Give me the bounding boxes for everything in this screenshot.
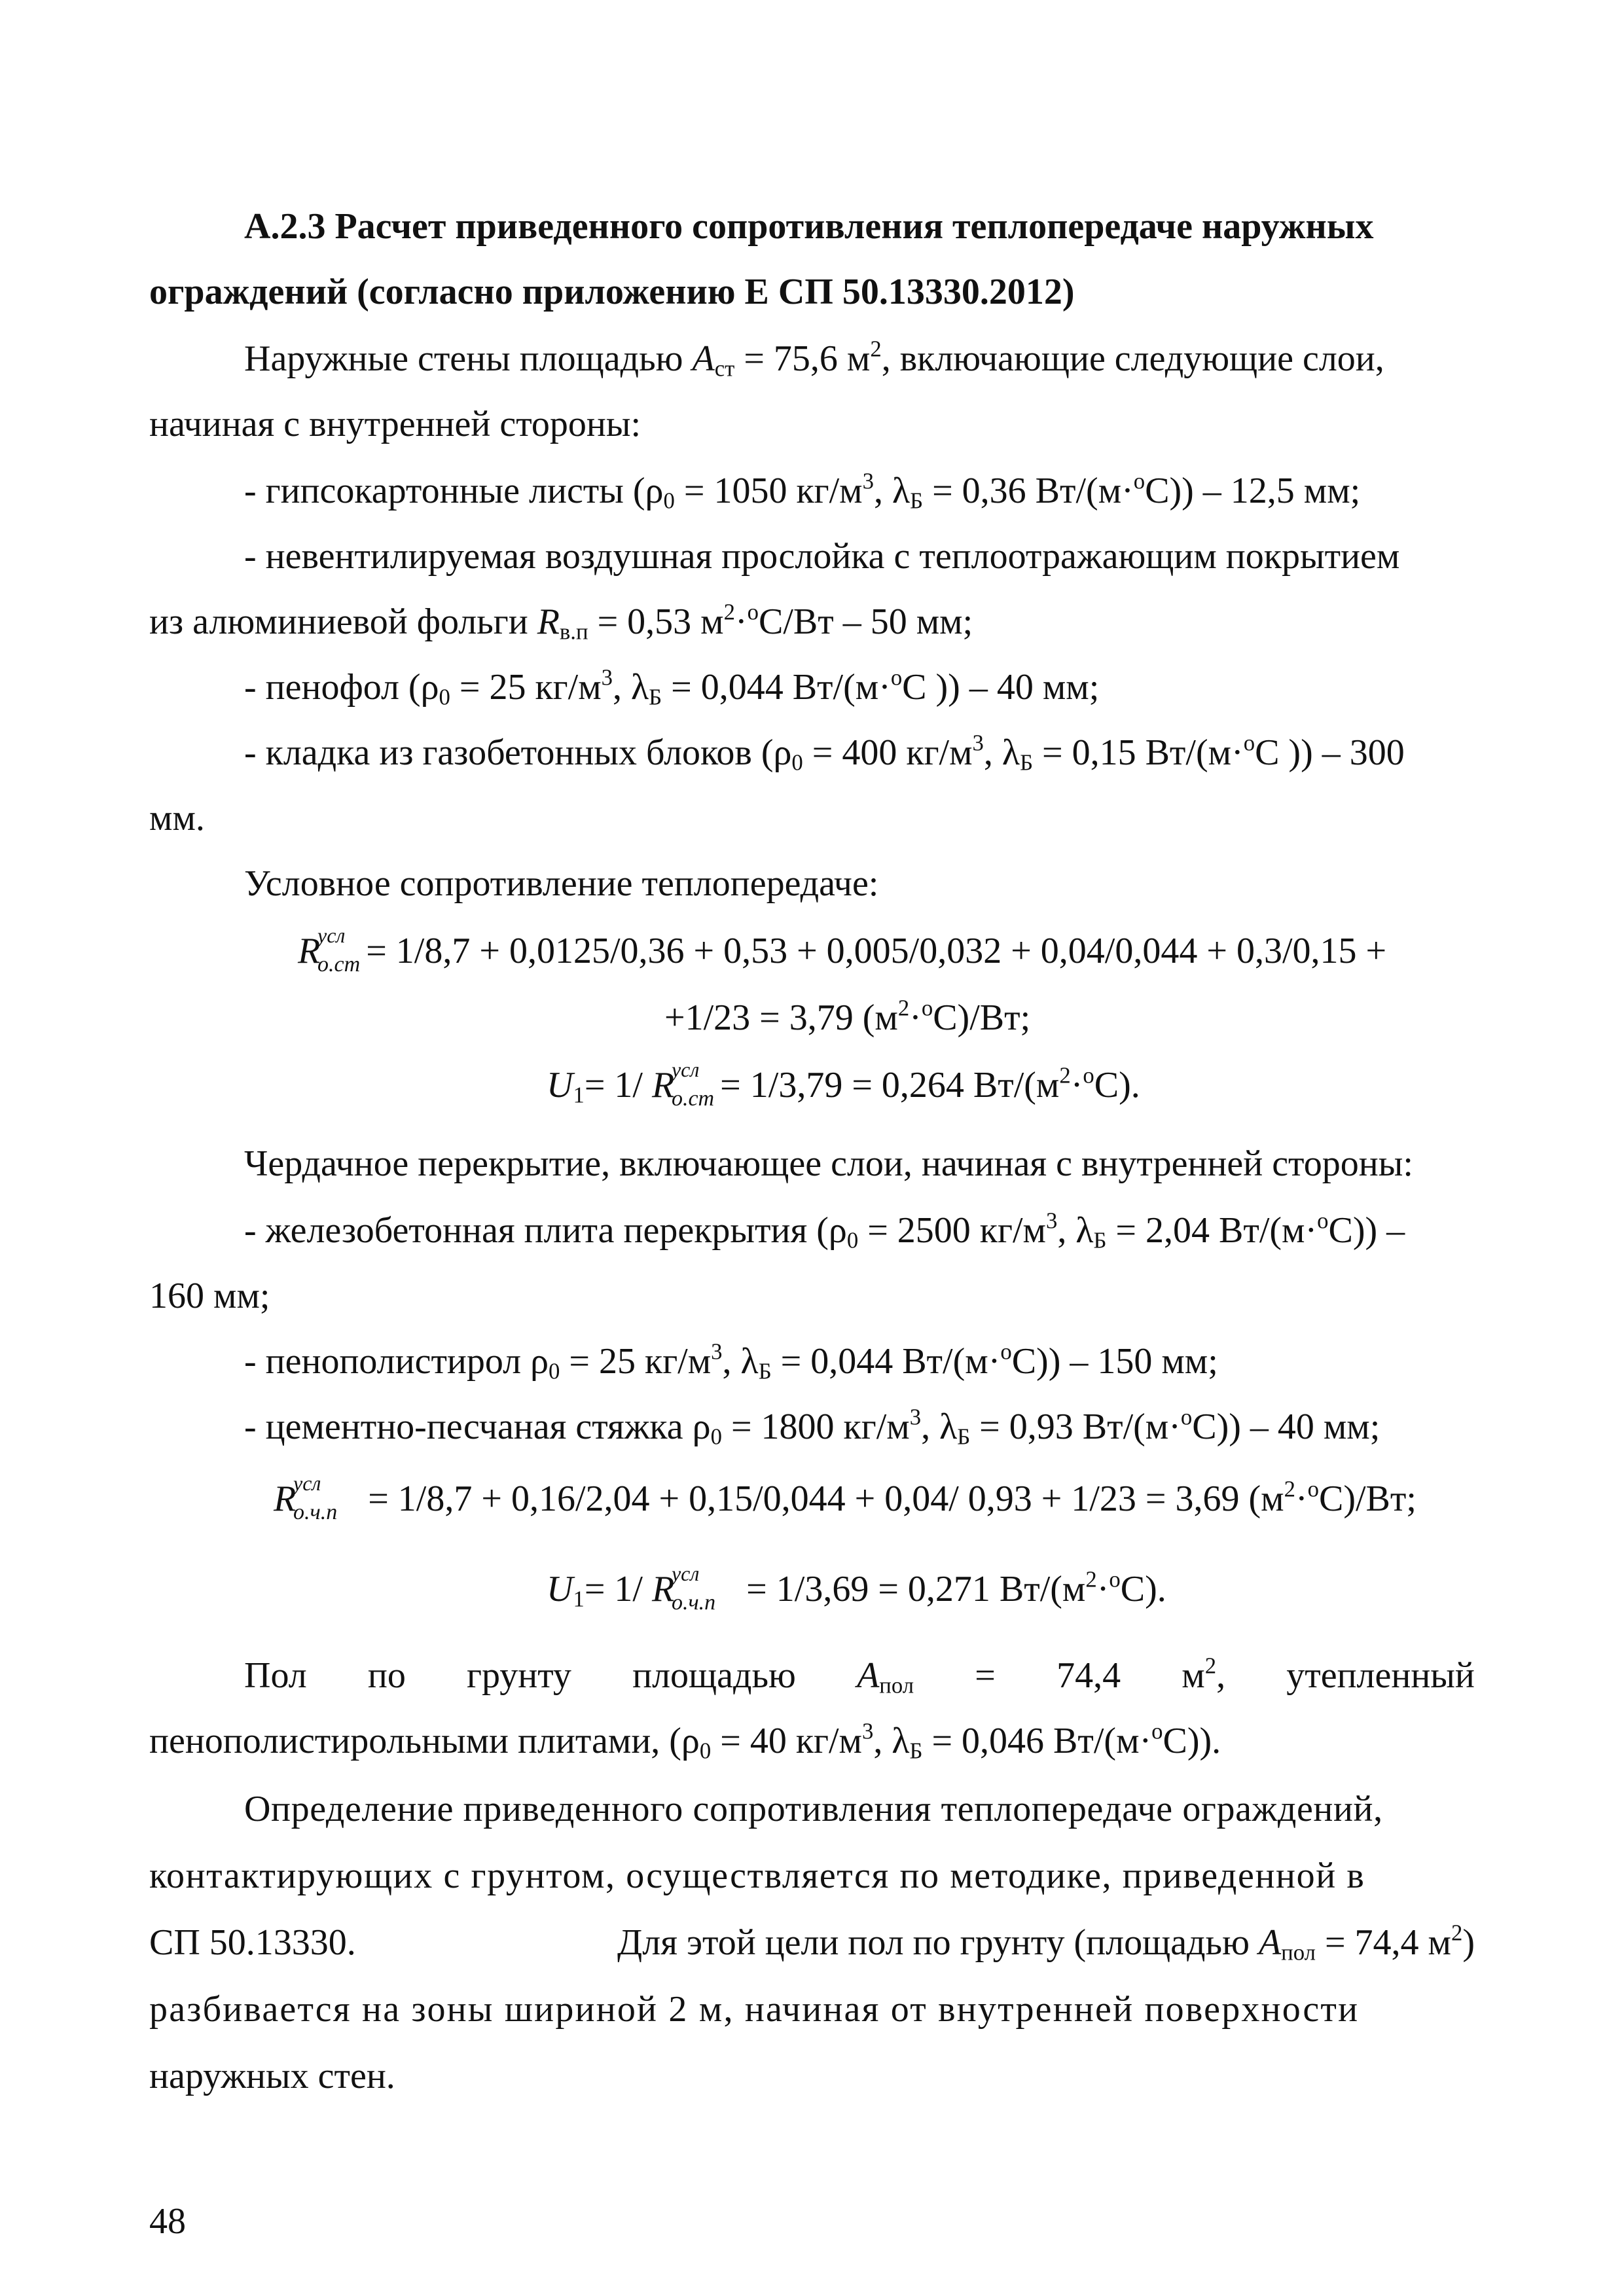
attic-resistance-formula: R усл о.ч.п = 1/8,7 + 0,16/2,04 + 0,15/0,044 + 0,04/ 0,93 + 1/23 = 3,69 $(м^2\cdot^оС)/Вт$; xyxy=(274,1471,1416,1524)
attic-resistance-symbol: R усл о.ч.п xyxy=(274,1471,338,1524)
wall-layer-airgap-line-1: - невентилируемая воздушная прослойка с теплоотражающим покрытием xyxy=(244,536,1400,577)
attic-resistance-symbol-2: R усл о.ч.п xyxy=(651,1562,716,1615)
wall-layer-gypsum: - гипсокартонные листы ($\rho_0 = 1050$ $кг/м^3$, $\lambda_Б = 0,36$ Вт/(м·$^о$С)) – 12,5 мм; xyxy=(244,468,1361,514)
wall-layer-aerated-concrete-line-2: мм. xyxy=(149,798,205,838)
wall-layer-penofol: - пенофол ($\rho_0 = 25$ $кг/м^3$, $\lambda_Б = 0,044$ Вт/(м·$^о$С )) – 40 мм; xyxy=(244,664,1100,710)
definition-line-1: Определение приведенного сопротивления теплопередаче ограждений, xyxy=(244,1789,1383,1829)
wall-layer-aerated-concrete-line-1: - кладка из газобетонных блоков ($\rho_0 = 400$ $кг/м^3$, $\lambda_Б = 0,15$ Вт/(м·$^о$С )) – 300 xyxy=(244,730,1405,776)
wall-resistance-symbol: R усл о.ст xyxy=(298,924,361,977)
attic-layer-concrete-line-1: - железобетонная плита перекрытия ($\rho_0 = 2500$ $кг/м^3$, $\lambda_Б = 2,04$ Вт/(м·$^о$С)) – xyxy=(244,1208,1405,1253)
attic-layer-polystyrene: - пенополистирол $\rho_0 = 25$ $кг/м^3$, $\lambda_Б = 0,044$ Вт/(м·$^о$С)) – 150 мм; xyxy=(244,1338,1218,1384)
wall-resistance-symbol-2: R усл о.ст xyxy=(651,1058,715,1111)
attic-transmittance-formula: $U_1= 1/$ R усл о.ч.п = 1/3,69 = 0,271 $Вт/(м^2\cdot^оС)$. xyxy=(547,1562,1166,1615)
section-heading-line-1: А.2.3 Расчет приведенного сопротивления теплопередаче наружных xyxy=(244,206,1374,247)
definition-line-3: СП 50.13330. Для этой цели пол по грунту (площадью $A_{пол} = 74,4$ $м^2$) xyxy=(149,1920,1475,1965)
floor-line-1: Пол по грунту площадью $A_{пол}$ = 74,4 $м^2$, утепленный xyxy=(244,1653,1475,1698)
section-heading-line-2: ограждений (согласно приложению Е СП 50.13330.2012) xyxy=(149,272,1075,312)
attic-title: Чердачное перекрытие, включающее слои, начиная с внутренней стороны: xyxy=(244,1143,1413,1184)
definition-line-4: разбивается на зоны шириной 2 м, начиная от внутренней поверхности xyxy=(149,1989,1360,2030)
attic-layer-screed: - цементно-песчаная стяжка $\rho_0 = 1800$ $кг/м^3$, $\lambda_Б = 0,93$ Вт/(м·$^о$С)) – 40 мм; xyxy=(244,1404,1380,1450)
wall-resistance-formula-line-2: +1/23 = 3,79 $(м^2\cdot^оС)/Вт$; xyxy=(664,995,1031,1038)
wall-transmittance-formula: $U_1= 1/$ R усл о.ст = 1/3,79 = 0,264 $Вт/(м^2\cdot^оС)$. xyxy=(547,1058,1140,1111)
definition-line-5: наружных стен. xyxy=(149,2056,395,2096)
page-number: 48 xyxy=(149,2201,186,2242)
walls-intro-line-2: начиная с внутренней стороны: xyxy=(149,404,641,444)
conditional-resistance-title: Условное сопротивление теплопередаче: xyxy=(244,863,879,904)
wall-layer-airgap-line-2: из алюминиевой фольги $R_{в.п} = 0,53$ $м^2\cdot^оС/Вт - 50$ мм; xyxy=(149,599,973,645)
wall-resistance-formula-line-1: R усл о.ст = 1/8,7 + 0,0125/0,36 + 0,53 + 0,005/0,032 + 0,04/0,044 + 0,3/0,15 + xyxy=(298,924,1387,977)
attic-layer-concrete-line-2: 160 мм; xyxy=(149,1276,270,1316)
definition-line-2: контактирующих с грунтом, осуществляется по методике, приведенной в xyxy=(149,1856,1365,1896)
floor-line-2: пенополистирольными плитами, ($\rho_0 = 40$ $кг/м^3$, $\lambda_Б = 0,046$ Вт/(м·$^о$С)). xyxy=(149,1718,1221,1764)
walls-intro-line-1: Наружные стены площадью $A_{ст} = 75,6$ $м^2$, включающие следующие слои, xyxy=(244,336,1384,382)
